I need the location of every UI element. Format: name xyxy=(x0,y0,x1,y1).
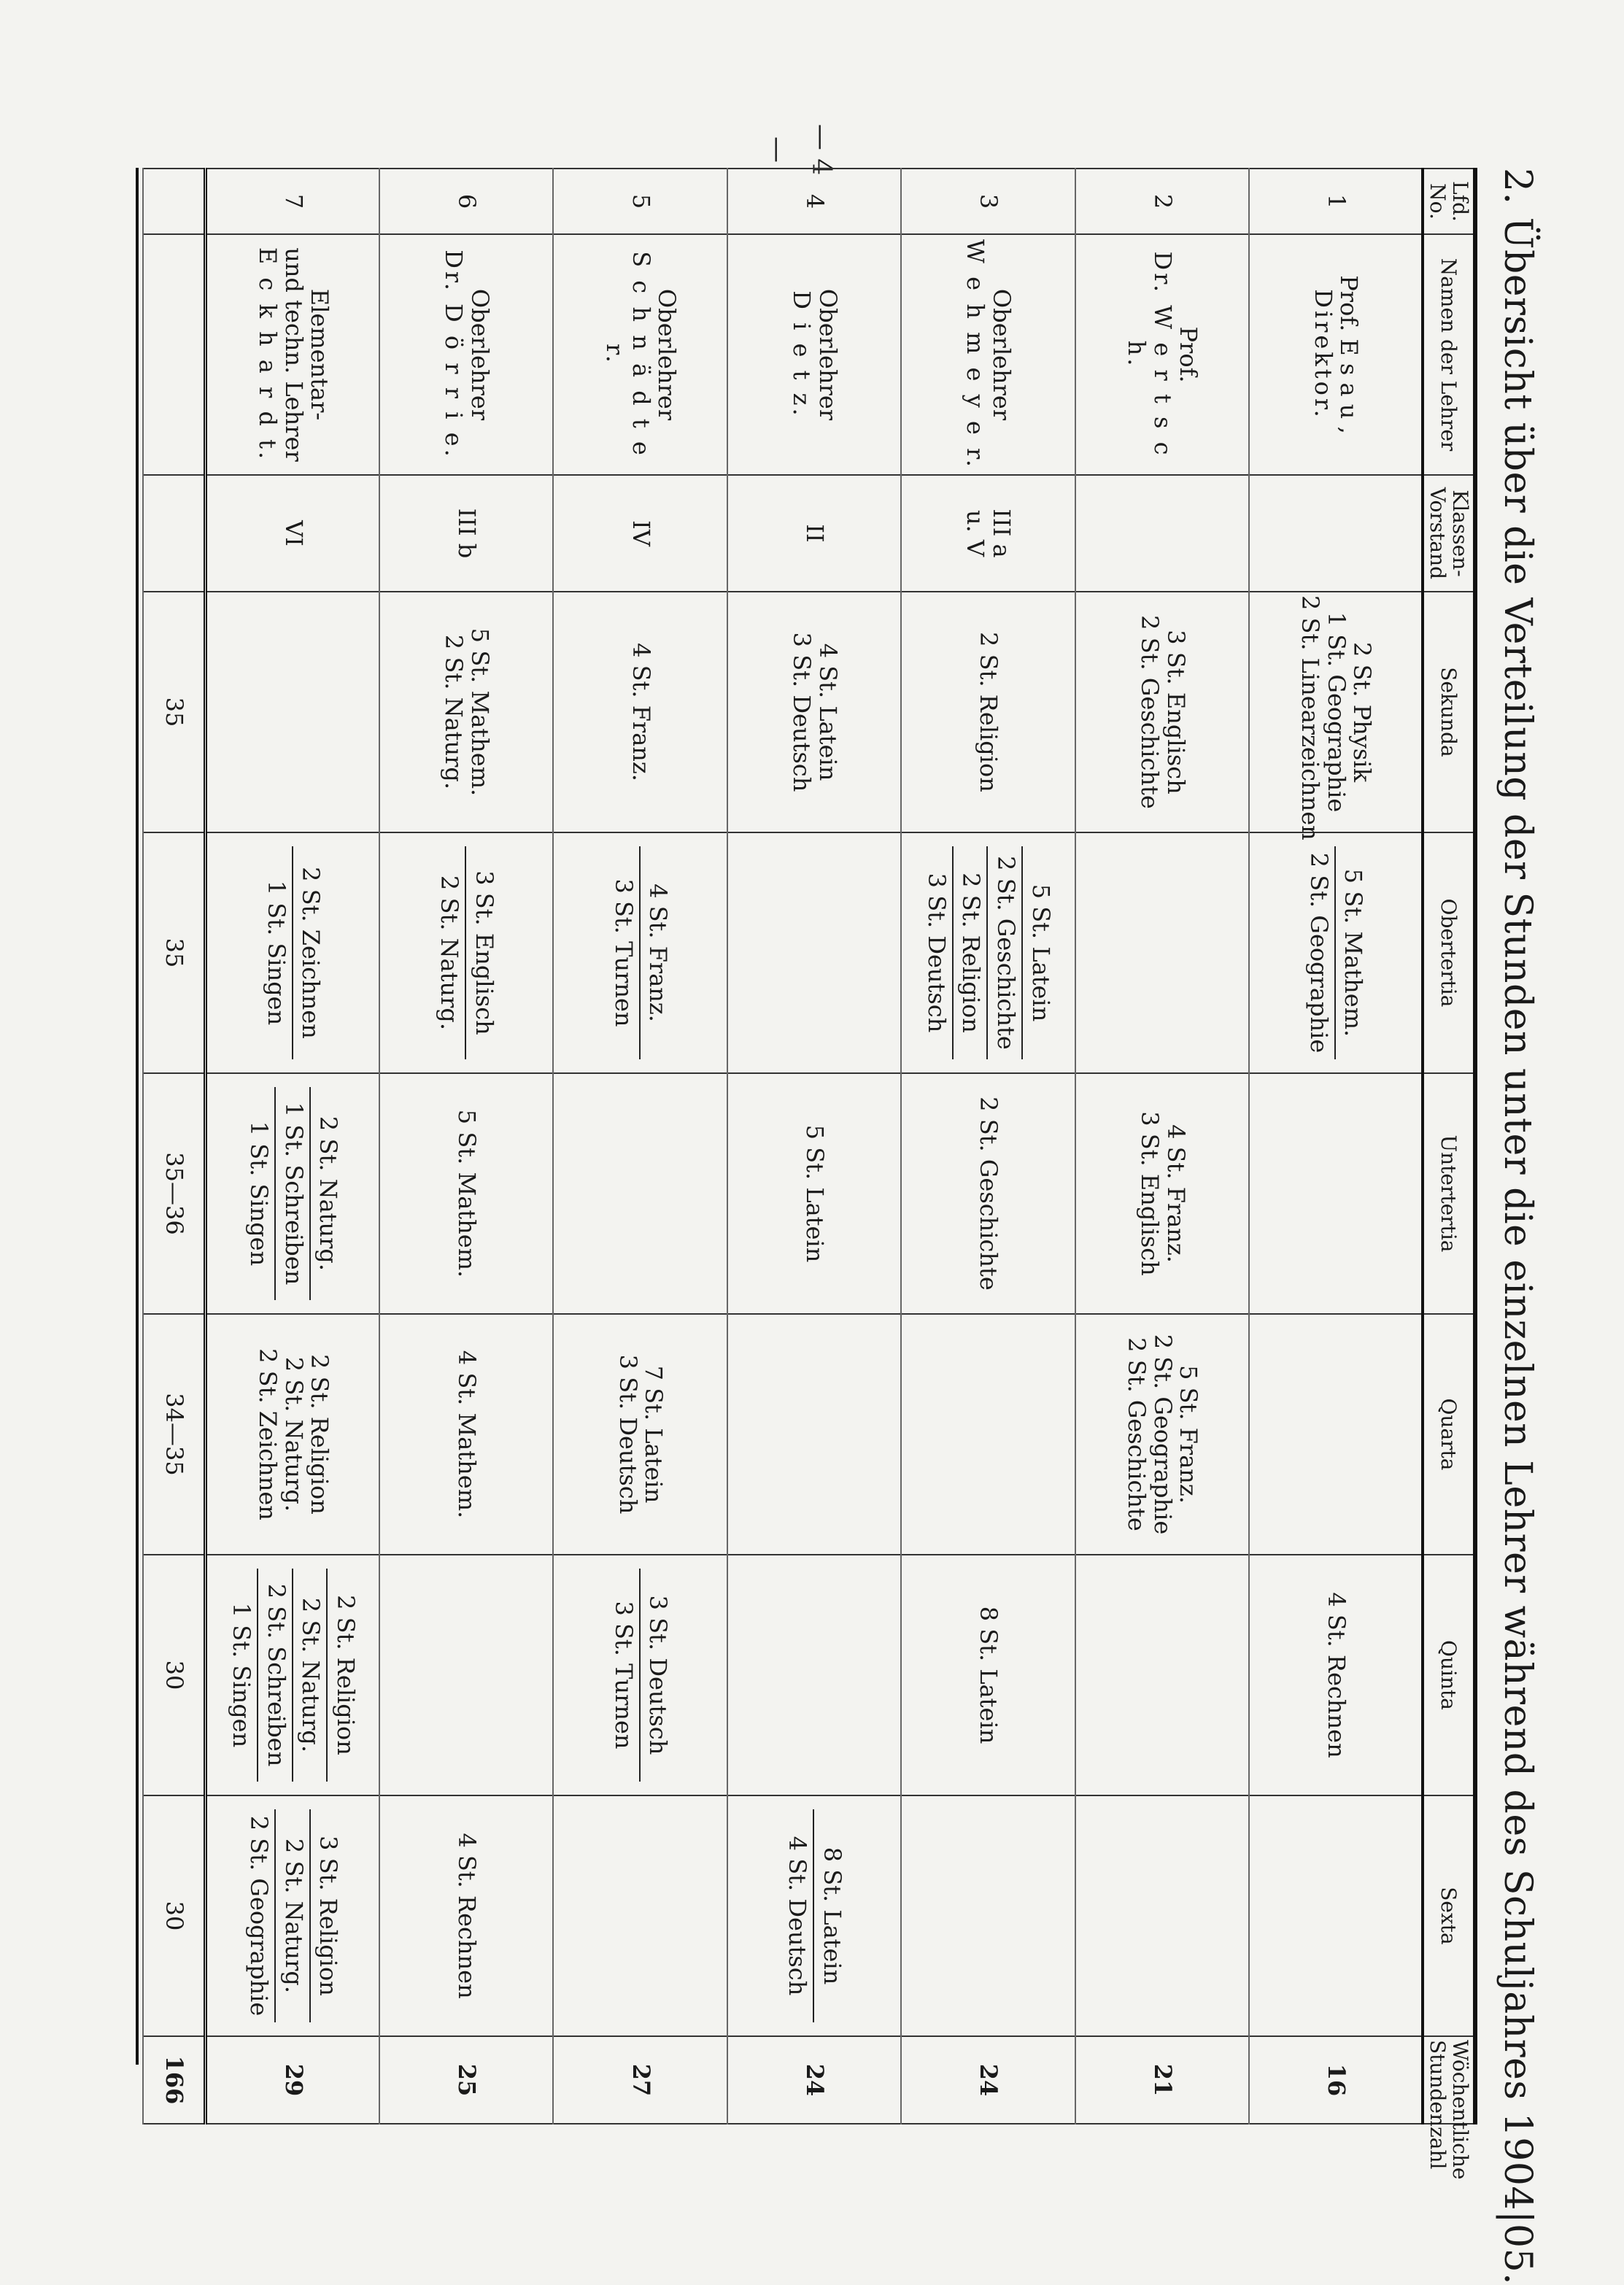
subject-hours: 2 St. Religion xyxy=(975,632,1003,792)
teacher-name-line: Dr. W e r t s c h. xyxy=(1122,251,1177,458)
hours-cell-quinta xyxy=(553,1555,727,1795)
subject-hours: 3 St. Englisch xyxy=(471,870,499,1035)
hours-cell-quinta xyxy=(379,1555,553,1795)
header-obertertia: Obertertia xyxy=(1423,832,1475,1073)
subject-hours: 7 St. Latein xyxy=(640,1365,668,1504)
subject-hours: 8 St. Latein xyxy=(818,1847,846,1985)
teacher-name-line: Oberlehrer xyxy=(813,288,842,421)
sum-sekunda: 35 xyxy=(143,592,206,832)
subject-hours: 1 St. Singen xyxy=(228,1558,263,1792)
hours-cell-obertertia xyxy=(379,832,553,1073)
teacher-name-line: Oberlehrer xyxy=(466,288,495,421)
subject-hours: 5 St. Latein xyxy=(800,1124,829,1263)
hours-cell-sexta xyxy=(206,1795,379,2036)
subject-hours: 5 St. Mathem. xyxy=(1339,868,1368,1037)
table-body xyxy=(143,169,1423,2124)
subject-hours: 3 St. Englisch xyxy=(1161,630,1190,794)
sum-untertertia: 35—36 xyxy=(143,1073,206,1314)
row-total: 29 xyxy=(206,2036,379,2124)
hours-cell-quarta xyxy=(1075,1314,1249,1555)
subject-hours: 2 St. Geschichte xyxy=(1135,615,1164,809)
hours-cell-sekunda xyxy=(1075,592,1249,832)
hours-cell-untertertia xyxy=(727,1073,901,1314)
hours-cell-untertertia xyxy=(379,1073,553,1314)
teacher-name-cell xyxy=(553,234,727,475)
hours-cell-quarta xyxy=(206,1314,379,1555)
hours-cell-obertertia xyxy=(727,832,901,1073)
row-number: 2 xyxy=(1075,169,1249,234)
sums-row xyxy=(143,169,206,2124)
vorstand-line: III a xyxy=(988,509,1016,558)
row-total: 21 xyxy=(1075,2036,1249,2124)
teacher-name-cell xyxy=(379,234,553,475)
subject-hours: 4 St. Latein xyxy=(813,643,842,781)
table-row xyxy=(206,169,379,2124)
vorstand-line: u. V xyxy=(962,509,990,557)
row-total: 25 xyxy=(379,2036,553,2124)
subject-hours: 2 St. Naturg. xyxy=(298,1558,333,1792)
hours-cell-sexta xyxy=(1075,1795,1249,2036)
page-number: — 4 — xyxy=(762,123,836,176)
klassen-vorstand-cell xyxy=(553,475,727,592)
row-total: 24 xyxy=(901,2036,1075,2124)
subject-hours: 2 St. Naturg. xyxy=(279,1356,308,1512)
subject-hours: 2 St. Geographie xyxy=(1148,1334,1177,1535)
klassen-vorstand-cell xyxy=(1075,475,1249,592)
hours-cell-sekunda xyxy=(553,592,727,832)
hours-cell-quarta xyxy=(727,1314,901,1555)
subject-hours: 2 St. Religion xyxy=(332,1595,360,1755)
table-row xyxy=(553,169,727,2124)
teacher-name-line: Prof. xyxy=(1175,326,1203,383)
subject-hours: 2 St. Religion xyxy=(958,836,993,1070)
subject-hours: 3 St. Deutsch xyxy=(614,1354,642,1515)
table-row xyxy=(1075,169,1249,2124)
row-number: 3 xyxy=(901,169,1075,234)
header-quinta: Quinta xyxy=(1423,1555,1475,1795)
header-row xyxy=(1423,169,1475,2124)
subject-hours: 1 St. Schreiben xyxy=(280,1077,315,1310)
header-untertertia: Untertertia xyxy=(1423,1073,1475,1314)
teacher-name-cell xyxy=(1075,234,1249,475)
subject-hours: 1 St. Singen xyxy=(263,836,298,1070)
subject-hours: 5 St. Mathem. xyxy=(466,627,495,797)
hours-cell-quinta xyxy=(206,1555,379,1795)
hours-cell-obertertia xyxy=(901,832,1075,1073)
hours-cell-quarta xyxy=(1249,1314,1423,1555)
sum-quinta: 30 xyxy=(143,1555,206,1795)
klassen-vorstand-cell xyxy=(379,475,553,592)
subject-hours: 3 St. Turnen xyxy=(610,836,645,1070)
vorstand-value: III b xyxy=(453,508,482,559)
table-row xyxy=(901,169,1075,2124)
subject-hours: 4 St. Rechnen xyxy=(453,1833,482,1999)
subject-hours: 4 St. Franz. xyxy=(627,643,655,781)
subject-hours: 2 St. Zeichnen xyxy=(297,867,325,1039)
hours-cell-sexta xyxy=(553,1795,727,2036)
subject-hours: 2 St. Naturg. xyxy=(436,836,471,1070)
row-number: 5 xyxy=(553,169,727,234)
subject-hours: 2 St. Geschichte xyxy=(992,836,1027,1070)
teacher-name-line: E c k h a r d t. xyxy=(253,247,282,463)
teacher-name-cell xyxy=(1249,234,1423,475)
teacher-name-line: W e h m e y e r. xyxy=(962,239,990,470)
subject-hours: 2 St. Naturg. xyxy=(440,634,468,790)
subject-hours: 5 St. Franz. xyxy=(1175,1365,1203,1504)
row-total: 27 xyxy=(553,2036,727,2124)
subject-hours: 4 St. Mathem. xyxy=(453,1350,482,1519)
hours-cell-quarta xyxy=(379,1314,553,1555)
header-klassen-vorstand: Klassen-Vorstand xyxy=(1423,475,1475,592)
header-sekunda: Sekunda xyxy=(1423,592,1475,832)
subject-hours: 3 St. Englisch xyxy=(1135,1111,1164,1276)
teacher-name-line: D i e t z. xyxy=(787,290,816,419)
header-weekly-hours: Wöchentliche Stundenzahl xyxy=(1423,2036,1475,2124)
teacher-name-cell xyxy=(206,234,379,475)
subject-hours: 1 St. Singen xyxy=(245,1077,280,1310)
header-quarta: Quarta xyxy=(1423,1314,1475,1555)
hours-cell-quinta xyxy=(901,1555,1075,1795)
hours-cell-obertertia xyxy=(1075,832,1249,1073)
hours-cell-obertertia xyxy=(1249,832,1423,1073)
subject-hours: 4 St. Deutsch xyxy=(784,1799,819,2033)
subject-hours: 4 St. Rechnen xyxy=(1322,1592,1350,1758)
subject-hours: 5 St. Latein xyxy=(1027,884,1055,1022)
subject-hours: 3 St. Deutsch xyxy=(644,1595,673,1755)
hours-cell-sexta xyxy=(727,1795,901,2036)
row-total: 24 xyxy=(727,2036,901,2124)
header-names: Namen der Lehrer xyxy=(1423,234,1475,475)
sum-sexta: 30 xyxy=(143,1795,206,2036)
subject-hours: 2 St. Geographie xyxy=(245,1799,280,2033)
hours-cell-untertertia xyxy=(553,1073,727,1314)
hours-cell-quarta xyxy=(553,1314,727,1555)
klassen-vorstand-cell xyxy=(901,475,1075,592)
hours-cell-sekunda xyxy=(1249,592,1423,840)
klassen-vorstand-cell xyxy=(1249,475,1423,592)
rotated-table-sheet xyxy=(117,168,1554,2285)
vorstand-value: VI xyxy=(279,520,308,546)
hours-cell-obertertia xyxy=(553,832,727,1073)
subject-hours: 2 St. Naturg. xyxy=(314,1116,343,1272)
teacher-name-line: Elementar- xyxy=(306,288,334,421)
table-row xyxy=(379,169,553,2124)
hours-cell-sekunda xyxy=(901,592,1075,832)
vorstand-value: II xyxy=(800,524,829,543)
hours-cell-quinta xyxy=(727,1555,901,1795)
hours-cell-sexta xyxy=(379,1795,553,2036)
subject-hours: 3 St. Religion xyxy=(314,1836,343,1996)
subject-hours: 3 St. Deutsch xyxy=(923,836,958,1070)
row-number: 7 xyxy=(206,169,379,234)
hours-cell-quinta xyxy=(1075,1555,1249,1795)
subject-hours: 2 St. Geschichte xyxy=(1122,1337,1151,1531)
header-sexta: Sexta xyxy=(1423,1795,1475,2036)
subject-hours: 2 St. Geographie xyxy=(1305,836,1340,1070)
teacher-name-line: Direktor. xyxy=(1309,289,1337,420)
sums-empty xyxy=(143,475,206,592)
hours-cell-sexta xyxy=(1249,1795,1423,2036)
subject-hours: 2 St. Religion xyxy=(306,1354,334,1515)
hours-cell-untertertia xyxy=(206,1073,379,1314)
subject-hours: 2 St. Schreiben xyxy=(263,1558,298,1792)
row-number: 4 xyxy=(727,169,901,234)
subject-hours: 2 St. Naturg. xyxy=(280,1799,315,2033)
bottom-rule xyxy=(136,168,139,2065)
table-row xyxy=(727,169,901,2124)
sum-quarta: 34—35 xyxy=(143,1314,206,1555)
teacher-name-line: und techn. Lehrer xyxy=(279,247,308,462)
subject-hours: 5 St. Mathem. xyxy=(453,1109,482,1278)
subject-hours: 1 St. Geographie xyxy=(1322,611,1350,813)
hours-cell-untertertia xyxy=(1249,1073,1423,1314)
teacher-name-cell xyxy=(901,234,1075,475)
teacher-name-line: Oberlehrer xyxy=(653,288,681,421)
header-lfd-no: Lfd. No. xyxy=(1423,169,1475,234)
vorstand-value: IV xyxy=(627,520,655,546)
subject-hours: 2 St. Linearzeichnen xyxy=(1296,595,1324,840)
subject-hours: 2 St. Physik xyxy=(1348,642,1377,782)
teacher-name-line: Oberlehrer xyxy=(988,288,1016,421)
table-row xyxy=(1249,169,1423,2124)
hours-cell-untertertia xyxy=(1075,1073,1249,1314)
row-number: 1 xyxy=(1249,169,1423,234)
subject-hours: 2 St. Zeichnen xyxy=(253,1348,282,1520)
sums-empty xyxy=(143,234,206,475)
hours-cell-sekunda xyxy=(206,592,379,832)
subject-hours: 4 St. Franz. xyxy=(1161,1124,1190,1263)
teacher-name-line: Prof. E s a u , xyxy=(1335,275,1364,434)
klassen-vorstand-cell xyxy=(727,475,901,592)
hours-cell-sexta xyxy=(901,1795,1075,2036)
subject-hours: 3 St. Turnen xyxy=(610,1558,645,1792)
sums-empty xyxy=(143,169,206,234)
hours-cell-quinta xyxy=(1249,1555,1423,1795)
subject-hours: 4 St. Franz. xyxy=(644,884,673,1022)
row-total: 16 xyxy=(1249,2036,1423,2124)
hours-cell-obertertia xyxy=(206,832,379,1073)
subject-hours: 3 St. Deutsch xyxy=(787,632,816,792)
page-title: 2. Übersicht über die Verteilung der Stunden unter die einzelnen Lehrer während des Schuljahres 1904|05. xyxy=(1496,168,1539,2285)
subject-hours: 2 St. Geschichte xyxy=(975,1097,1003,1291)
hours-cell-quarta xyxy=(901,1314,1075,1555)
hours-cell-sekunda xyxy=(727,592,901,832)
sum-total: 166 xyxy=(143,2036,206,2124)
subject-hours: 8 St. Latein xyxy=(975,1606,1003,1744)
teacher-name-line: S c h n ä d t e r. xyxy=(600,251,655,458)
sum-obertertia: 35 xyxy=(143,832,206,1073)
klassen-vorstand-cell xyxy=(206,475,379,592)
teacher-name-cell xyxy=(727,234,901,475)
schedule-table xyxy=(142,168,1477,2180)
teacher-name-line: Dr. D ö r r i e. xyxy=(440,250,468,460)
hours-cell-untertertia xyxy=(901,1073,1075,1314)
row-number: 6 xyxy=(379,169,553,234)
hours-cell-sekunda xyxy=(379,592,553,832)
